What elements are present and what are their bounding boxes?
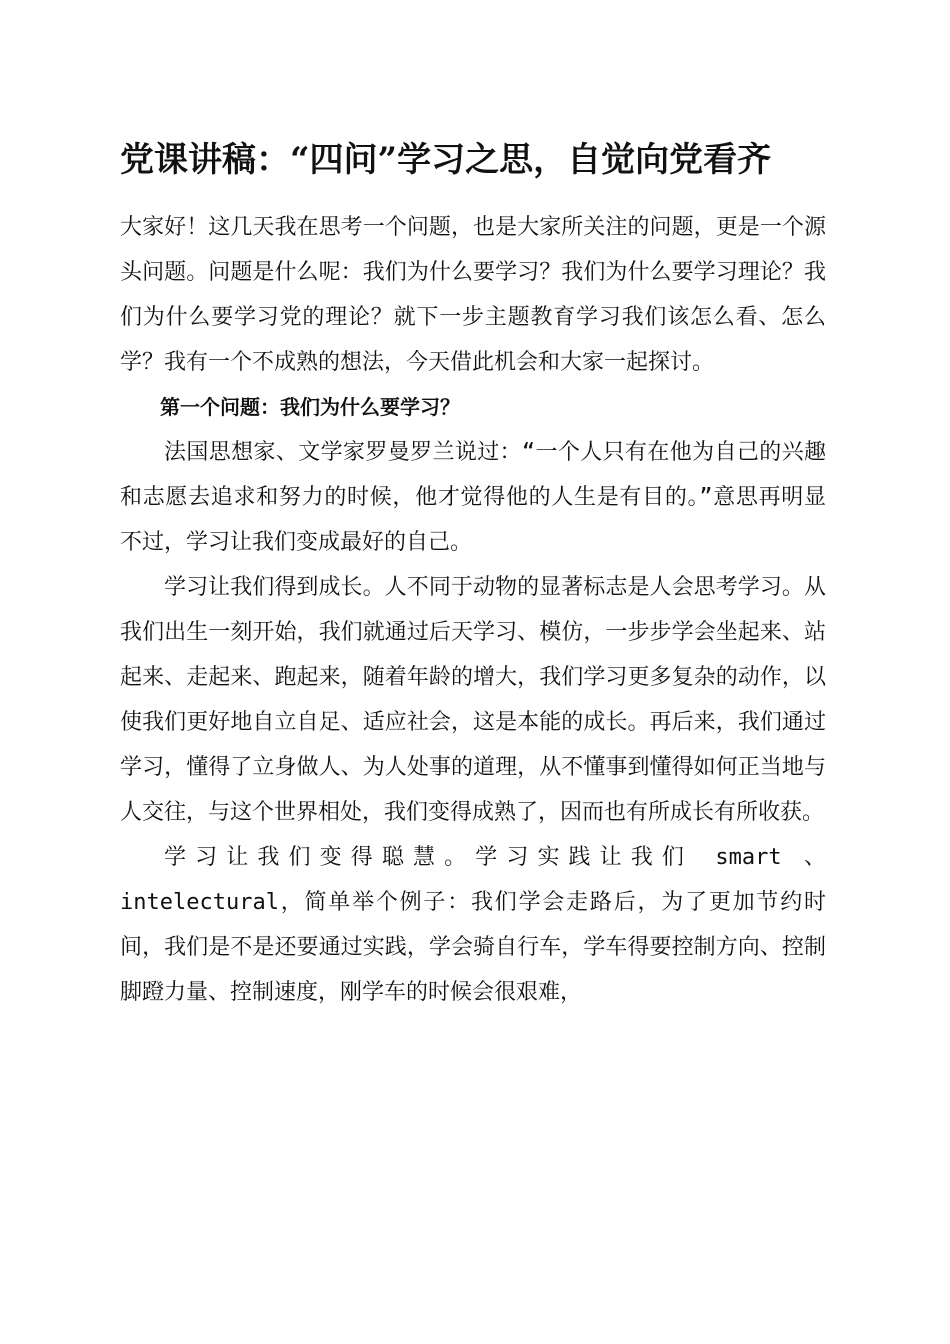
document-body	[120, 205, 826, 1015]
paragraph-learning-wisdom: 学习让我们变得聪慧。学习实践让我们 smart 、intelectural，简单举个例子：我们学会走路后，为了更加节约时间，我们是不是还要通过实践，学会骑自行车，学车得要控制方向、控制脚蹬力量、控制速度，刚学车的时候会很艰难，	[120, 845, 826, 1005]
section-heading-question-1: 第一个问题：我们为什么要学习？	[160, 395, 460, 419]
document-title: 党课讲稿：“四问”学习之思，自觉向党看齐	[120, 140, 772, 180]
paragraph-greeting: 大家好！这几天我在思考一个问题，也是大家所关注的问题，更是一个源头问题。问题是什么呢：我们为什么要学习？我们为什么要学习理论？我们为什么要学习党的理论？就下一步主题教育学习我们该怎么看、怎么学？我有一个不成熟的想法，今天借此机会和大家一起探讨。	[120, 215, 826, 375]
paragraph-romain-rolland-quote: 法国思想家、文学家罗曼罗兰说过：“一个人只有在他为自己的兴趣和志愿去追求和努力的时候，他才觉得他的人生是有目的。”意思再明显不过，学习让我们变成最好的自己。	[120, 440, 826, 555]
paragraph-learning-growth: 学习让我们得到成长。人不同于动物的显著标志是人会思考学习。从我们出生一刻开始，我们就通过后天学习、模仿，一步步学会坐起来、站起来、走起来、跑起来，随着年龄的增大，我们学习更多复杂的动作，以使我们更好地自立自足、适应社会，这是本能的成长。再后来，我们通过学习，懂得了立身做人、为人处事的道理，从不懂事到懂得如何正当地与人交往，与这个世界相处，我们变得成熟了，因而也有所成长有所收获。	[120, 575, 826, 825]
